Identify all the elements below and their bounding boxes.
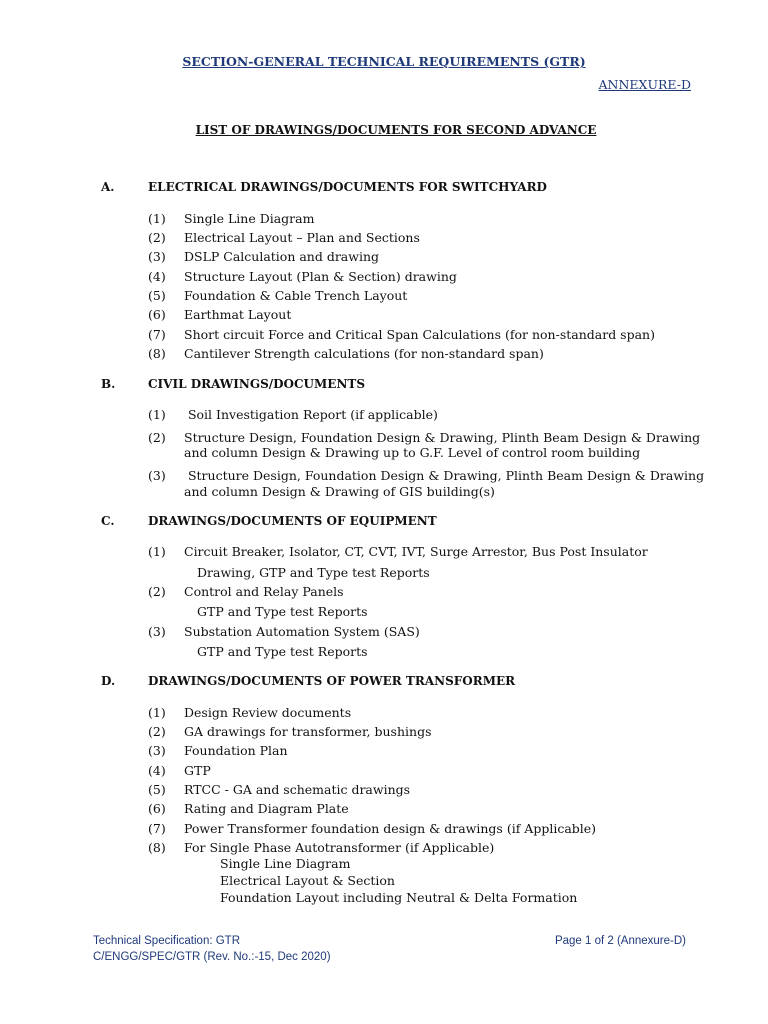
list-item-number: (1) — [148, 544, 166, 559]
list-item-text: Rating and Diagram Plate — [184, 801, 349, 816]
section-header-title: SECTION-GENERAL TECHNICAL REQUIREMENTS (GTR) — [182, 54, 586, 69]
list-item-text: Control and Relay Panels — [184, 584, 344, 599]
section-d-title: DRAWINGS/DOCUMENTS OF POWER TRANSFORMER — [148, 674, 516, 688]
annexure-label: ANNEXURE-D — [598, 77, 691, 92]
list-item-text: Foundation Plan — [184, 743, 288, 758]
list-item-number: (3) — [148, 743, 166, 758]
sub-list-item: Foundation Layout including Neutral & Delta Formation — [220, 890, 578, 905]
section-b-title: CIVIL DRAWINGS/DOCUMENTS — [148, 377, 366, 391]
list-item-number: (1) — [148, 705, 166, 720]
list-item-number: (5) — [148, 288, 166, 303]
list-item-text: Substation Automation System (SAS) — [184, 624, 420, 639]
list-item-number: (1) — [148, 407, 166, 422]
list-item-number: (4) — [148, 763, 166, 778]
list-item-text: Foundation & Cable Trench Layout — [184, 288, 408, 303]
list-item-number: (3) — [148, 249, 166, 264]
list-item-text: Electrical Layout – Plan and Sections — [184, 230, 420, 245]
list-item-text: Cantilever Strength calculations (for non-standard span) — [184, 346, 544, 361]
sub-list-item: Electrical Layout & Section — [220, 873, 395, 888]
list-item-text: Earthmat Layout — [184, 307, 292, 322]
list-item-number: (2) — [148, 724, 166, 739]
list-item-text: For Single Phase Autotransformer (if Applicable) — [184, 840, 495, 855]
section-c-letter: C. — [101, 514, 115, 528]
section-a-title: ELECTRICAL DRAWINGS/DOCUMENTS FOR SWITCHYARD — [148, 180, 547, 194]
list-item-text: Structure Design, Foundation Design & Drawing, Plinth Beam Design & Drawing — [184, 468, 705, 483]
list-item-text: Design Review documents — [184, 705, 352, 720]
list-item-number: (7) — [148, 821, 166, 836]
list-item-text: Short circuit Force and Critical Span Calculations (for non-standard span) — [184, 327, 655, 342]
list-item-text-continued: Drawing, GTP and Type test Reports — [197, 565, 430, 580]
list-item-number: (5) — [148, 782, 166, 797]
list-item-number: (6) — [148, 307, 166, 322]
list-item-text: Soil Investigation Report (if applicable) — [184, 407, 438, 422]
list-item-number: (1) — [148, 211, 166, 226]
section-b-letter: B. — [101, 377, 116, 391]
list-item-text: GA drawings for transformer, bushings — [184, 724, 432, 739]
list-item-number: (4) — [148, 269, 166, 284]
list-item-text: Structure Layout (Plan & Section) drawing — [184, 269, 457, 284]
list-item-number: (6) — [148, 801, 166, 816]
list-item-text: RTCC - GA and schematic drawings — [184, 782, 411, 797]
section-d-letter: D. — [101, 674, 116, 688]
list-item-text-continued: GTP and Type test Reports — [197, 644, 368, 659]
footer-reference: C/ENGG/SPEC/GTR (Rev. No.:-15, Dec 2020) — [93, 951, 331, 963]
list-item-number: (2) — [148, 584, 166, 599]
footer-page-number: Page 1 of 2 (Annexure-D) — [554, 935, 686, 947]
list-item-text: GTP — [184, 763, 211, 778]
list-item-number: (2) — [148, 230, 166, 245]
list-item-text-continued: and column Design & Drawing of GIS building(s) — [184, 484, 495, 499]
list-item-text: DSLP Calculation and drawing — [184, 249, 380, 264]
list-item-number: (8) — [148, 840, 166, 855]
list-item-text: Circuit Breaker, Isolator, CT, CVT, IVT, Surge Arrestor, Bus Post Insulator — [184, 544, 648, 559]
list-item-text-continued: GTP and Type test Reports — [197, 604, 368, 619]
list-item-text: Structure Design, Foundation Design & Drawing, Plinth Beam Design & Drawing — [184, 430, 701, 445]
list-item-text-continued: and column Design & Drawing up to G.F. Level of control room building — [184, 445, 641, 460]
section-a-letter: A. — [101, 180, 115, 194]
list-item-number: (7) — [148, 327, 166, 342]
document-title: LIST OF DRAWINGS/DOCUMENTS FOR SECOND ADVANCE — [195, 123, 597, 137]
list-item-number: (3) — [148, 624, 166, 639]
list-item-number: (8) — [148, 346, 166, 361]
sub-list-item: Single Line Diagram — [220, 856, 351, 871]
section-c-title: DRAWINGS/DOCUMENTS OF EQUIPMENT — [148, 514, 437, 528]
list-item-number: (3) — [148, 468, 166, 483]
footer-spec: Technical Specification: GTR — [93, 935, 241, 947]
list-item-text: Power Transformer foundation design & drawings (if Applicable) — [184, 821, 597, 836]
list-item-text: Single Line Diagram — [184, 211, 315, 226]
list-item-number: (2) — [148, 430, 166, 445]
